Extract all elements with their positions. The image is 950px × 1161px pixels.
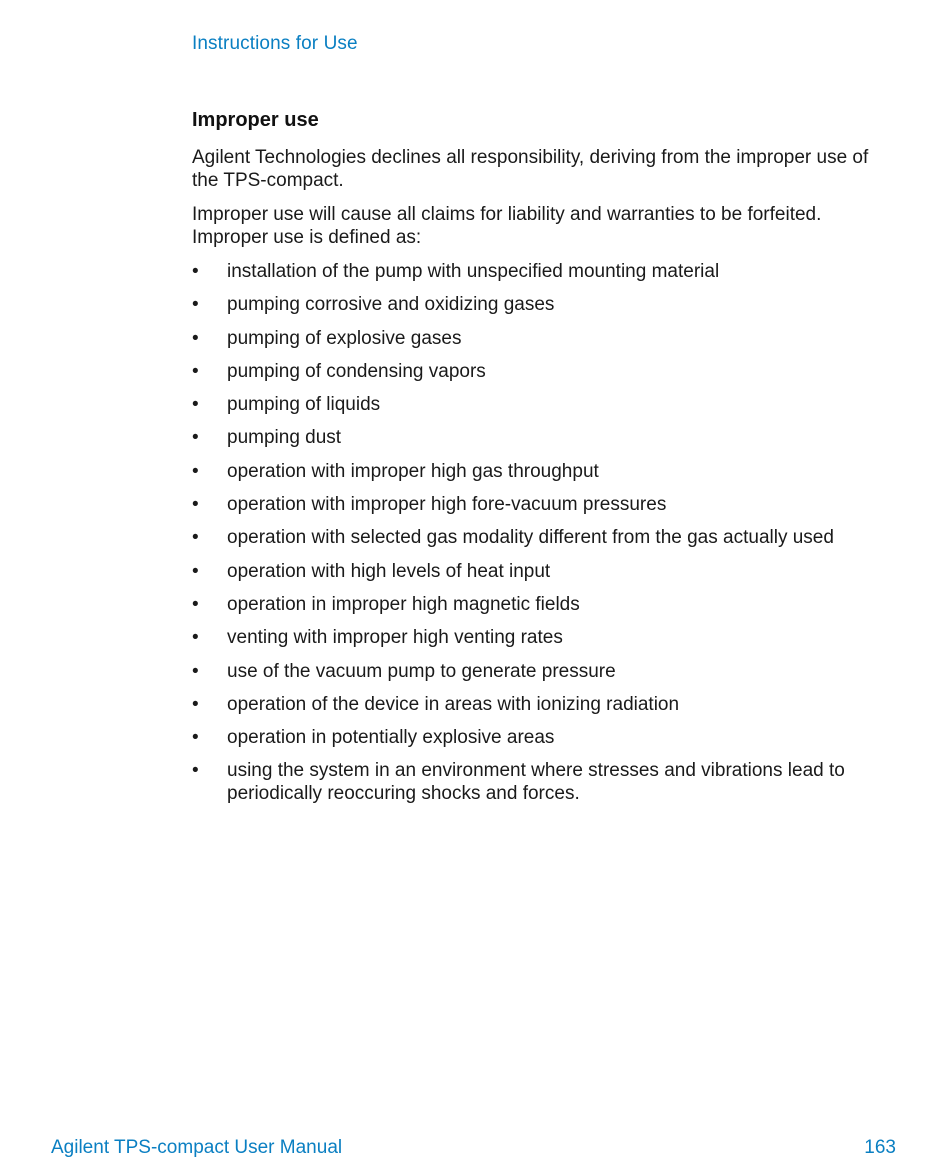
list-item: [192, 526, 892, 549]
list-item: [192, 560, 892, 583]
list-item-text: use of the vacuum pump to generate pressure: [227, 660, 616, 682]
bullet-icon: •: [192, 294, 199, 316]
list-item-text: operation of the device in areas with ionizing radiation: [227, 693, 680, 715]
list-item-text: operation with high levels of heat input: [227, 560, 551, 582]
list-item: [192, 759, 892, 805]
footer-manual-title: Agilent TPS-compact User Manual: [51, 1137, 343, 1158]
list-item-text: pumping of condensing vapors: [227, 360, 486, 382]
list-item: [192, 393, 892, 416]
list-item: [192, 493, 892, 516]
bullet-icon: •: [192, 760, 199, 782]
list-item-text: installation of the pump with unspecified mounting material: [227, 261, 720, 282]
bullet-icon: •: [192, 527, 199, 549]
list-item-text: pumping of liquids: [227, 394, 381, 416]
list-item: [192, 327, 892, 350]
bullet-icon: •: [192, 427, 199, 449]
bullet-icon: •: [192, 494, 199, 516]
list-item-text: operation with improper high gas throughput: [227, 460, 599, 482]
bullet-icon: •: [192, 627, 199, 649]
bullet-icon: •: [192, 460, 199, 482]
list-item-text: operation with selected gas modality different from the gas actually used: [227, 527, 834, 549]
bullet-icon: •: [192, 693, 199, 715]
section-title: Improper use: [192, 109, 319, 131]
list-item-text: operation in improper high magnetic fields: [227, 593, 580, 615]
bullet-icon: •: [192, 327, 199, 349]
list-item: [192, 726, 892, 749]
bullet-icon: •: [192, 660, 199, 682]
list-item-text: pumping of explosive gases: [227, 327, 462, 349]
list-item-text: venting with improper high venting rates: [227, 627, 563, 649]
list-item-text: pumping dust: [227, 427, 342, 449]
paragraph-disclaimer: Agilent Technologies declines all responsibility, deriving from the improper use of the TPS-compact.: [192, 147, 869, 191]
list-item-text: pumping corrosive and oxidizing gases: [227, 294, 555, 316]
list-item: [192, 360, 892, 383]
improper-use-list: [192, 260, 892, 805]
list-item: [192, 460, 892, 483]
paragraph-improper-use-definition: Improper use will cause all claims for liability and warranties to be forfeited. Improper use is defined as:: [192, 204, 822, 248]
list-item: [192, 260, 892, 283]
bullet-icon: •: [192, 394, 199, 416]
bullet-icon: •: [192, 560, 199, 582]
list-item: [192, 693, 892, 716]
bullet-icon: •: [192, 593, 199, 615]
bullet-icon: •: [192, 261, 199, 282]
bullet-icon: •: [192, 727, 199, 749]
list-item: [192, 293, 892, 316]
list-item-text: operation in potentially explosive areas: [227, 727, 555, 749]
footer-page-number: 163: [864, 1137, 896, 1158]
running-header: Instructions for Use: [192, 33, 358, 54]
list-item: [192, 593, 892, 616]
list-item: [192, 626, 892, 649]
page-content: [192, 108, 892, 816]
list-item-text: using the system in an environment where stresses and vibrations lead to periodically reoccuring shocks and forces.: [227, 760, 845, 805]
list-item-text: operation with improper high fore-vacuum pressures: [227, 494, 667, 516]
list-item: [192, 426, 892, 449]
bullet-icon: •: [192, 360, 199, 382]
list-item: [192, 660, 892, 683]
